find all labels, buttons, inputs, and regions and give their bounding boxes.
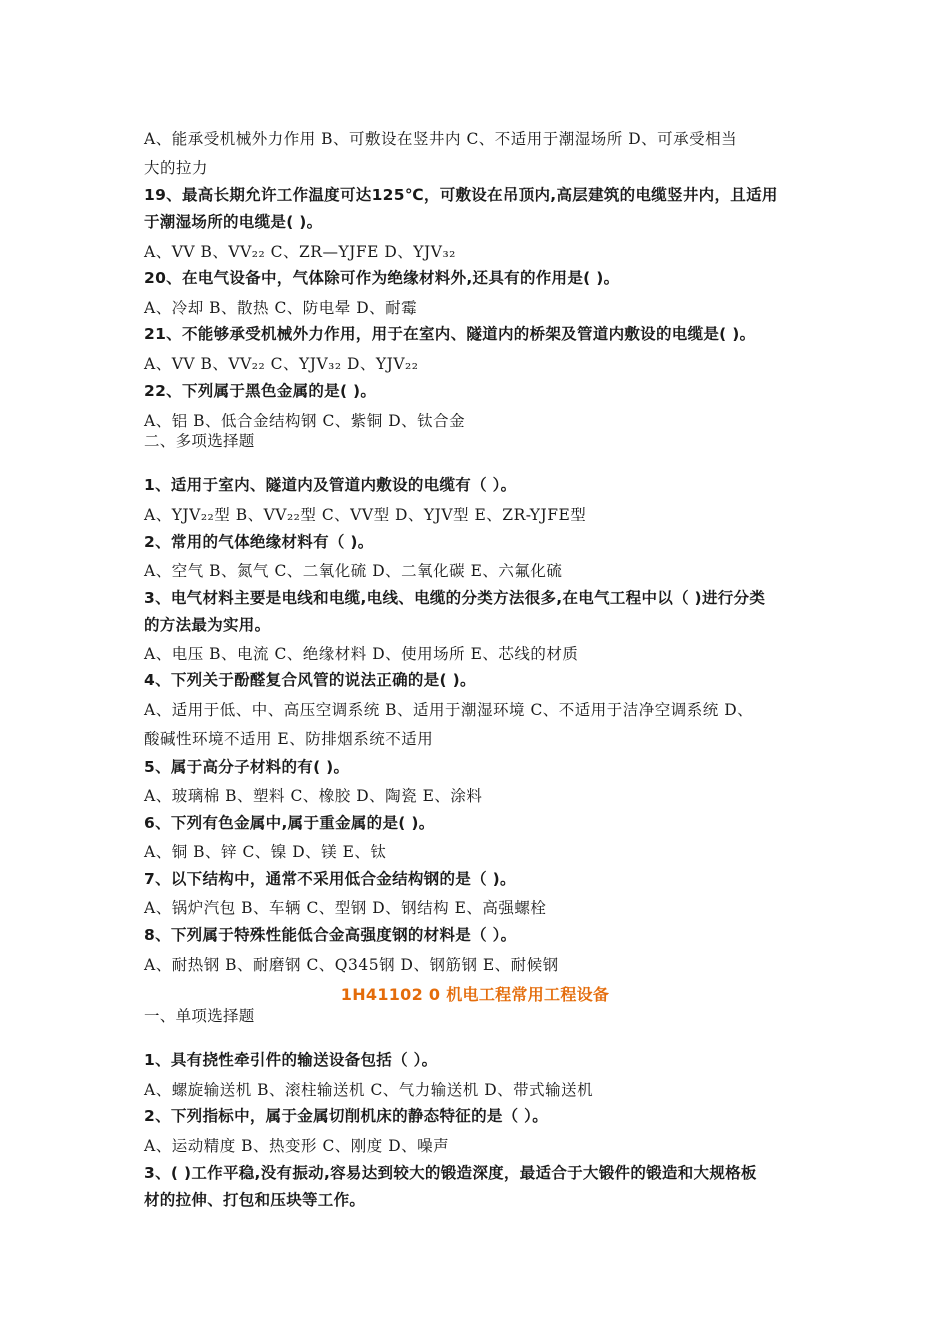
- question-line: 3、( )工作平稳,没有振动,容易达到较大的锻造深度，最适合于大锻件的锻造和大规格板: [144, 1164, 757, 1182]
- question-line: 19、最高长期允许工作温度可达125℃，可敷设在吊顶内,高层建筑的电缆竖井内，且适用: [144, 186, 778, 204]
- option-line: A、耐热钢 B、耐磨钢 C、Q345钢 D、钢筋钢 E、耐候钢: [144, 956, 559, 974]
- option-line: A、适用于低、中、高压空调系统 B、适用于潮湿环境 C、不适用于洁净空调系统 D、: [144, 701, 754, 719]
- option-line: A、铝 B、低合金结构钢 C、紫铜 D、钛合金: [144, 412, 466, 430]
- question-line: 7、以下结构中，通常不采用低合金结构钢的是（ )。: [144, 870, 516, 888]
- question-line: 5、属于高分子材料的有( )。: [144, 758, 350, 776]
- option-line: A、能承受机械外力作用 B、可敷设在竖井内 C、不适用于潮湿场所 D、可承受相当: [144, 130, 738, 148]
- question-line: 3、电气材料主要是电线和电缆,电线、电缆的分类方法很多,在电气工程中以（ )进行分类: [144, 589, 766, 607]
- option-line: A、YJV₂₂型 B、VV₂₂型 C、VV型 D、YJV型 E、ZR-YJFE型: [144, 506, 587, 524]
- question-line: 于潮湿场所的电缆是( )。: [144, 213, 323, 231]
- option-line: A、玻璃棉 B、塑料 C、橡胶 D、陶瓷 E、涂料: [144, 787, 483, 805]
- option-line: A、冷却 B、散热 C、防电晕 D、耐霉: [144, 299, 418, 317]
- option-line: A、电压 B、电流 C、绝缘材料 D、使用场所 E、芯线的材质: [144, 645, 579, 663]
- question-line: 2、下列指标中，属于金属切削机床的静态特征的是（ ）。: [144, 1107, 549, 1125]
- option-line: A、VV B、VV₂₂ C、YJV₃₂ D、YJV₂₂: [144, 355, 419, 373]
- question-line: 材的拉伸、打包和压块等工作。: [144, 1191, 366, 1209]
- section-heading: 一、单项选择题: [144, 1007, 255, 1025]
- question-line: 20、在电气设备中，气体除可作为绝缘材料外,还具有的作用是( )。: [144, 269, 620, 287]
- question-line: 4、下列关于酚醛复合风管的说法正确的是( )。: [144, 671, 476, 689]
- question-line: 的方法最为实用。: [144, 616, 271, 634]
- option-line: A、VV B、VV₂₂ C、ZR—YJFE D、YJV₃₂: [144, 243, 456, 261]
- option-line: A、空气 B、氮气 C、二氧化硫 D、二氧化碳 E、六氟化硫: [144, 562, 563, 580]
- question-line: 8、下列属于特殊性能低合金高强度钢的材料是（ ）。: [144, 926, 517, 944]
- question-line: 21、不能够承受机械外力作用，用于在室内、隧道内的桥架及管道内敷设的电缆是( )。: [144, 325, 756, 343]
- question-line: 22、下列属于黑色金属的是( )。: [144, 382, 377, 400]
- option-line: A、锅炉汽包 B、车辆 C、型钢 D、钢结构 E、高强螺栓: [144, 899, 547, 917]
- option-line: A、铜 B、锌 C、镍 D、镁 E、钛: [144, 843, 387, 861]
- question-line: 6、下列有色金属中,属于重金属的是( )。: [144, 814, 435, 832]
- option-line: 酸碱性环境不适用 E、防排烟系统不适用: [144, 730, 434, 748]
- question-line: 1、具有挠性牵引件的输送设备包括（ ）。: [144, 1051, 438, 1069]
- question-line: 2、常用的气体绝缘材料有（ )。: [144, 533, 374, 551]
- section-heading: 二、多项选择题: [144, 432, 255, 450]
- option-line: 大的拉力: [144, 159, 209, 177]
- option-line: A、螺旋输送机 B、滚柱输送机 C、气力输送机 D、带式输送机: [144, 1081, 594, 1099]
- chapter-heading: 1H41102 0 机电工程常用工程设备: [340, 985, 610, 1004]
- question-line: 1、适用于室内、隧道内及管道内敷设的电缆有（ ）。: [144, 476, 517, 494]
- option-line: A、运动精度 B、热变形 C、刚度 D、噪声: [144, 1137, 450, 1155]
